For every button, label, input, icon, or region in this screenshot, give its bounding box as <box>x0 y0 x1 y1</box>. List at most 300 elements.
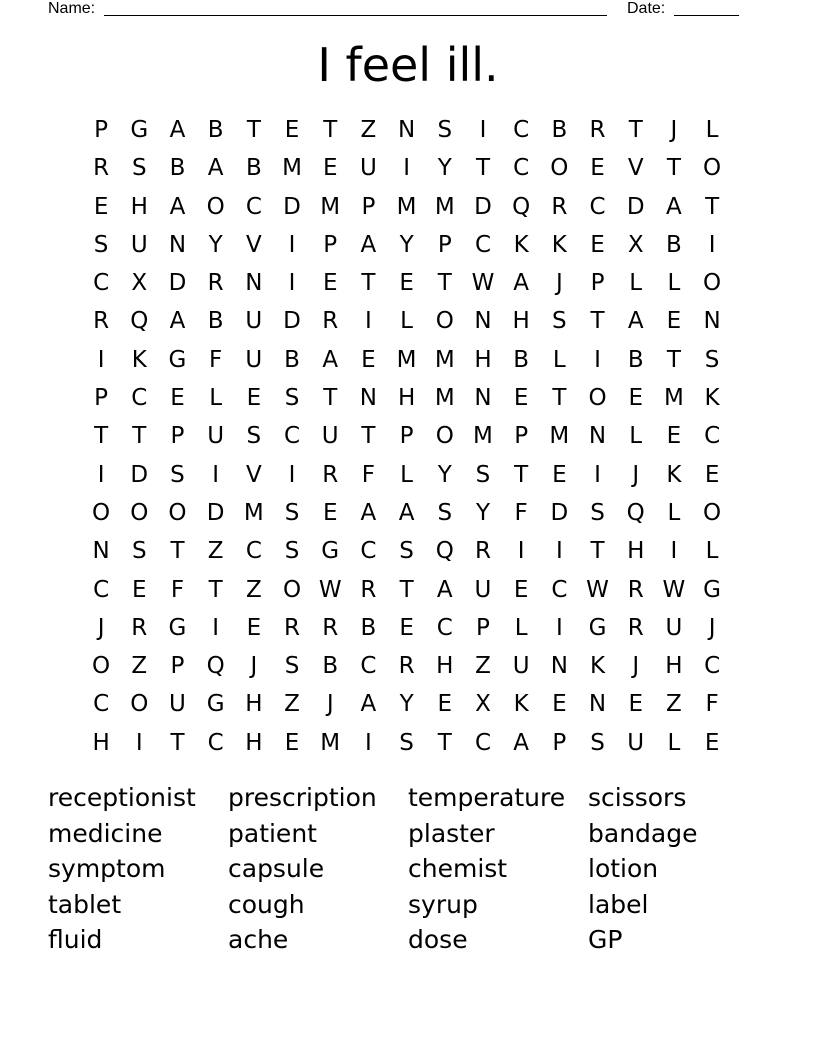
grid-letter: B <box>284 346 300 373</box>
grid-letter: T <box>437 729 452 756</box>
grid-letter: B <box>322 653 339 680</box>
grid-letter: J <box>632 461 640 488</box>
grid-letter: Y <box>475 499 490 526</box>
grid-letter: T <box>666 346 681 373</box>
grid-letter: O <box>206 193 225 220</box>
page-title: I feel ill. <box>317 38 499 92</box>
grid-letter: N <box>92 538 110 565</box>
grid-letter: U <box>627 729 645 756</box>
grid-letter: Y <box>208 231 223 258</box>
word-list-item: symptom <box>48 854 166 883</box>
grid-letter: I <box>555 614 563 641</box>
grid-letter: F <box>361 461 376 488</box>
grid-letter: C <box>93 270 110 297</box>
date-line <box>674 15 739 16</box>
grid-letter: Q <box>130 308 149 335</box>
grid-letter: S <box>284 499 300 526</box>
grid-letter: H <box>130 193 148 220</box>
grid-letter: L <box>629 423 643 450</box>
word-list-item: receptionist <box>48 783 196 812</box>
grid-letter: I <box>288 231 296 258</box>
grid-letter: E <box>284 117 300 143</box>
grid-letter: I <box>365 729 372 756</box>
grid-letter: B <box>169 155 186 182</box>
grid-letter: E <box>666 423 682 450</box>
grid-letter: A <box>513 270 530 297</box>
grid-letter: R <box>322 461 339 488</box>
grid-letter: C <box>360 538 377 565</box>
grid-letter: P <box>170 653 185 680</box>
grid-letter: G <box>588 614 607 641</box>
grid-row <box>82 149 731 187</box>
grid-letter: D <box>206 499 225 526</box>
word-list <box>48 780 768 958</box>
grid-letter: W <box>318 576 342 603</box>
grid-letter: V <box>627 155 644 182</box>
grid-letter: H <box>665 653 683 680</box>
grid-letter: A <box>169 193 186 220</box>
grid-letter: M <box>320 729 341 756</box>
grid-letter: A <box>360 231 377 258</box>
grid-letter: Q <box>435 538 454 565</box>
grid-letter: U <box>245 308 263 335</box>
grid-letter: R <box>284 614 301 641</box>
grid-letter: Z <box>666 691 682 718</box>
grid-letter: Z <box>475 653 491 680</box>
grid-letter: Z <box>245 576 262 603</box>
grid-letter: P <box>361 193 376 220</box>
grid-letter: H <box>92 729 110 756</box>
grid-letter: D <box>283 308 301 335</box>
word-list-item: lotion <box>588 854 659 883</box>
grid-letter: N <box>397 117 416 143</box>
grid-letter: L <box>209 385 223 412</box>
grid-letter: E <box>284 729 300 756</box>
grid-letter: C <box>474 231 491 258</box>
grid-letter: E <box>322 155 338 182</box>
grid-letter: C <box>245 193 262 220</box>
word-list-item: cough <box>228 889 305 919</box>
word-list-item: plaster <box>408 818 495 848</box>
grid-letter: O <box>550 155 569 182</box>
grid-letter: M <box>549 423 570 450</box>
grid-letter: F <box>209 346 223 373</box>
grid-row <box>82 379 731 417</box>
grid-letter: R <box>551 193 568 220</box>
grid-letter: S <box>93 231 109 258</box>
grid-letter: K <box>513 691 529 718</box>
grid-letter: C <box>474 729 491 756</box>
grid-letter: M <box>663 385 684 412</box>
grid-letter: S <box>284 653 300 680</box>
grid-letter: T <box>666 155 681 182</box>
word-list-item: syrup <box>408 889 478 919</box>
grid-letter: J <box>250 653 258 680</box>
grid-letter: J <box>708 614 716 641</box>
grid-letter: T <box>323 385 338 412</box>
grid-letter: Z <box>284 691 300 718</box>
grid-letter: L <box>400 461 413 488</box>
grid-letter: Z <box>131 653 148 680</box>
grid-letter: O <box>130 499 149 526</box>
grid-letter: B <box>627 346 644 373</box>
grid-row <box>82 226 731 264</box>
grid-letter: M <box>434 193 455 220</box>
grid-letter: M <box>396 193 417 220</box>
grid-letter: W <box>471 270 495 297</box>
grid-letter: C <box>704 653 721 680</box>
grid-letter: A <box>360 499 377 526</box>
grid-row <box>82 494 731 532</box>
grid-letter: E <box>590 155 605 182</box>
grid-letter: N <box>474 308 492 335</box>
grid-letter: S <box>131 538 147 565</box>
grid-row <box>82 302 731 340</box>
grid-letter: I <box>670 538 678 565</box>
grid-letter: A <box>627 308 644 335</box>
grid-letter: M <box>434 346 455 373</box>
grid-letter: U <box>665 614 683 641</box>
grid-letter: K <box>666 461 682 488</box>
worksheet-header <box>48 0 748 20</box>
grid-letter: D <box>550 499 569 526</box>
grid-letter: E <box>399 270 414 297</box>
grid-letter: A <box>169 117 186 143</box>
grid-letter: L <box>514 614 528 641</box>
grid-letter: R <box>93 155 110 182</box>
grid-letter: P <box>94 117 109 143</box>
grid-letter: R <box>322 614 339 641</box>
grid-letter: I <box>97 346 105 373</box>
grid-letter: N <box>359 385 378 412</box>
grid-letter: D <box>168 270 187 297</box>
grid-letter: G <box>321 538 340 565</box>
grid-letter: C <box>207 729 224 756</box>
grid-letter: R <box>627 576 644 603</box>
grid-letter: B <box>551 117 568 143</box>
grid-letter: Y <box>437 155 452 182</box>
word-search-grid <box>82 111 731 762</box>
grid-letter: P <box>552 729 567 756</box>
grid-letter: U <box>474 576 492 603</box>
grid-letter: L <box>552 346 566 373</box>
grid-letter: H <box>512 308 530 335</box>
grid-letter: E <box>513 576 529 603</box>
grid-letter: E <box>170 385 185 412</box>
grid-letter: H <box>245 691 263 718</box>
word-list-item: temperature <box>408 783 566 812</box>
grid-letter: R <box>627 614 644 641</box>
grid-letter: P <box>476 614 490 641</box>
grid-letter: T <box>170 538 185 565</box>
grid-letter: E <box>666 308 682 335</box>
grid-letter: N <box>245 270 263 297</box>
grid-letter: H <box>245 729 263 756</box>
grid-row <box>82 264 731 302</box>
grid-letter: C <box>245 538 262 565</box>
grid-letter: E <box>246 614 262 641</box>
grid-letter: C <box>93 576 110 603</box>
grid-letter: O <box>588 385 607 412</box>
grid-letter: V <box>245 461 262 488</box>
grid-letter: M <box>396 346 417 373</box>
word-list-item: capsule <box>228 854 325 883</box>
grid-row <box>82 685 731 723</box>
grid-row <box>82 609 731 647</box>
grid-letter: C <box>589 193 606 220</box>
grid-letter: G <box>168 614 187 641</box>
grid-letter: R <box>360 576 377 603</box>
grid-letter: P <box>170 423 185 450</box>
word-list-item: chemist <box>408 854 508 883</box>
grid-row <box>82 724 731 762</box>
grid-row <box>82 341 731 379</box>
grid-letter: S <box>399 538 414 565</box>
grid-letter: O <box>92 653 111 680</box>
grid-letter: H <box>436 653 454 680</box>
grid-letter: Q <box>206 653 225 680</box>
grid-letter: S <box>552 308 567 335</box>
grid-letter: O <box>703 155 722 182</box>
grid-letter: S <box>131 155 147 182</box>
grid-letter: C <box>513 155 530 182</box>
grid-letter: T <box>361 423 376 450</box>
grid-letter: L <box>629 270 643 297</box>
grid-letter: E <box>322 499 338 526</box>
grid-letter: O <box>435 308 454 335</box>
grid-letter: M <box>434 385 455 412</box>
grid-letter: D <box>130 461 149 488</box>
grid-letter: I <box>97 461 105 488</box>
grid-letter: S <box>399 729 414 756</box>
grid-letter: E <box>552 461 567 488</box>
grid-letter: R <box>398 653 415 680</box>
grid-letter: S <box>437 117 453 143</box>
grid-letter: T <box>170 729 185 756</box>
grid-letter: R <box>93 308 110 335</box>
grid-letter: P <box>399 423 414 450</box>
grid-row <box>82 571 731 609</box>
word-list-item: fluid <box>48 925 103 954</box>
grid-letter: U <box>245 346 263 373</box>
grid-letter: T <box>552 385 567 412</box>
grid-row <box>82 417 731 455</box>
grid-letter: A <box>322 346 339 373</box>
grid-letter: T <box>208 576 223 603</box>
grid-letter: L <box>705 117 719 143</box>
grid-letter: E <box>93 193 109 220</box>
grid-letter: A <box>360 691 377 718</box>
grid-letter: X <box>627 231 644 258</box>
grid-letter: U <box>321 423 339 450</box>
grid-letter: T <box>514 461 529 488</box>
grid-letter: K <box>589 653 606 680</box>
grid-letter: T <box>590 308 605 335</box>
grid-letter: F <box>514 499 528 526</box>
grid-letter: M <box>473 423 493 450</box>
name-label: Name: <box>48 0 96 17</box>
grid-letter: N <box>550 653 568 680</box>
grid-letter: E <box>704 729 720 756</box>
grid-letter: D <box>474 193 492 220</box>
grid-letter: O <box>168 499 187 526</box>
grid-letter: E <box>590 231 605 258</box>
grid-letter: R <box>589 117 606 143</box>
grid-letter: K <box>131 346 147 373</box>
grid-letter: E <box>628 691 643 718</box>
grid-letter: P <box>437 231 452 258</box>
grid-letter: E <box>704 461 720 488</box>
grid-letter: I <box>288 270 296 297</box>
grid-letter: I <box>212 614 220 641</box>
grid-letter: G <box>168 346 187 373</box>
grid-letter: E <box>552 691 567 718</box>
word-list-item: bandage <box>588 818 698 848</box>
grid-letter: I <box>479 117 487 143</box>
grid-letter: G <box>206 691 225 718</box>
grid-letter: U <box>130 231 148 258</box>
grid-letter: P <box>94 385 109 412</box>
grid-letter: B <box>360 614 377 641</box>
grid-letter: Y <box>399 691 414 718</box>
grid-letter: E <box>132 576 147 603</box>
grid-letter: U <box>207 423 225 450</box>
grid-letter: C <box>360 653 377 680</box>
grid-letter: T <box>628 117 643 143</box>
grid-letter: R <box>207 270 224 297</box>
grid-letter: S <box>437 499 453 526</box>
grid-letter: L <box>667 270 681 297</box>
grid-letter: N <box>703 308 721 335</box>
grid-letter: A <box>666 193 682 220</box>
grid-letter: A <box>398 499 415 526</box>
grid-letter: C <box>704 423 721 450</box>
grid-letter: I <box>288 461 296 488</box>
grid-letter: A <box>436 576 453 603</box>
grid-letter: N <box>588 691 607 718</box>
grid-letter: R <box>474 538 491 565</box>
grid-letter: H <box>474 346 492 373</box>
grid-letter: T <box>590 538 605 565</box>
grid-letter: M <box>320 193 341 220</box>
grid-letter: S <box>590 499 605 526</box>
grid-letter: E <box>246 385 262 412</box>
grid-letter: O <box>703 270 722 297</box>
grid-letter: F <box>170 576 185 603</box>
grid-letter: K <box>551 231 567 258</box>
grid-letter: W <box>586 576 609 603</box>
grid-letter: C <box>551 576 568 603</box>
grid-row <box>82 647 731 685</box>
word-list-item: label <box>588 889 649 919</box>
name-line <box>104 15 607 16</box>
grid-letter: R <box>131 614 148 641</box>
grid-letter: T <box>323 117 338 143</box>
grid-letter: T <box>475 155 490 182</box>
grid-letter: E <box>437 691 453 718</box>
grid-letter: Q <box>626 499 645 526</box>
grid-letter: E <box>322 270 338 297</box>
grid-letter: G <box>130 117 149 143</box>
grid-letter: E <box>399 614 414 641</box>
grid-letter: I <box>135 729 143 756</box>
grid-letter: D <box>626 193 645 220</box>
grid-letter: C <box>436 614 453 641</box>
grid-letter: Q <box>512 193 531 220</box>
grid-letter: K <box>513 231 529 258</box>
grid-row <box>82 532 731 570</box>
grid-letter: G <box>703 576 721 603</box>
word-list-item: ache <box>228 925 289 954</box>
grid-letter: I <box>594 346 601 373</box>
grid-letter: B <box>513 346 530 373</box>
grid-letter: E <box>361 346 376 373</box>
grid-letter: N <box>588 423 607 450</box>
grid-letter: C <box>513 117 530 143</box>
grid-letter: M <box>243 499 264 526</box>
grid-letter: J <box>632 653 640 680</box>
grid-letter: T <box>132 423 147 450</box>
grid-letter: J <box>670 117 678 143</box>
grid-letter: S <box>475 461 491 488</box>
grid-letter: K <box>704 385 720 412</box>
grid-letter: I <box>403 155 410 182</box>
date-label: Date: <box>627 0 666 17</box>
grid-letter: E <box>628 385 643 412</box>
grid-letter: T <box>361 270 376 297</box>
grid-letter: R <box>322 308 339 335</box>
grid-letter: S <box>704 346 720 373</box>
grid-letter: T <box>246 117 261 143</box>
grid-letter: Y <box>399 231 414 258</box>
grid-letter: C <box>93 691 110 718</box>
grid-letter: B <box>207 117 224 143</box>
grid-letter: B <box>245 155 262 182</box>
grid-letter: N <box>168 231 187 258</box>
grid-letter: L <box>705 538 719 565</box>
grid-letter: A <box>169 308 186 335</box>
grid-letter: P <box>514 423 529 450</box>
grid-letter: S <box>246 423 262 450</box>
grid-letter: H <box>397 385 416 412</box>
grid-letter: U <box>169 691 186 718</box>
grid-letter: I <box>365 308 372 335</box>
grid-letter: X <box>131 270 148 297</box>
word-list-item: patient <box>228 818 317 848</box>
grid-row <box>82 456 731 494</box>
word-list-item: GP <box>588 925 623 954</box>
grid-letter: U <box>512 653 530 680</box>
grid-letter: V <box>245 231 262 258</box>
word-list-item: scissors <box>588 783 687 812</box>
grid-letter: X <box>475 691 491 718</box>
grid-letter: Z <box>360 117 377 143</box>
grid-letter: T <box>399 576 414 603</box>
grid-letter: L <box>667 499 681 526</box>
grid-letter: J <box>97 614 105 641</box>
grid-letter: S <box>170 461 185 488</box>
word-list-item: prescription <box>228 783 377 812</box>
grid-letter: P <box>323 231 338 258</box>
grid-letter: C <box>284 423 301 450</box>
grid-letter: T <box>705 193 720 220</box>
grid-letter: U <box>359 155 377 182</box>
grid-letter: I <box>517 538 525 565</box>
grid-letter: O <box>130 691 149 718</box>
grid-letter: Y <box>437 461 452 488</box>
grid-letter: N <box>474 385 492 412</box>
word-list-item: dose <box>408 925 468 954</box>
